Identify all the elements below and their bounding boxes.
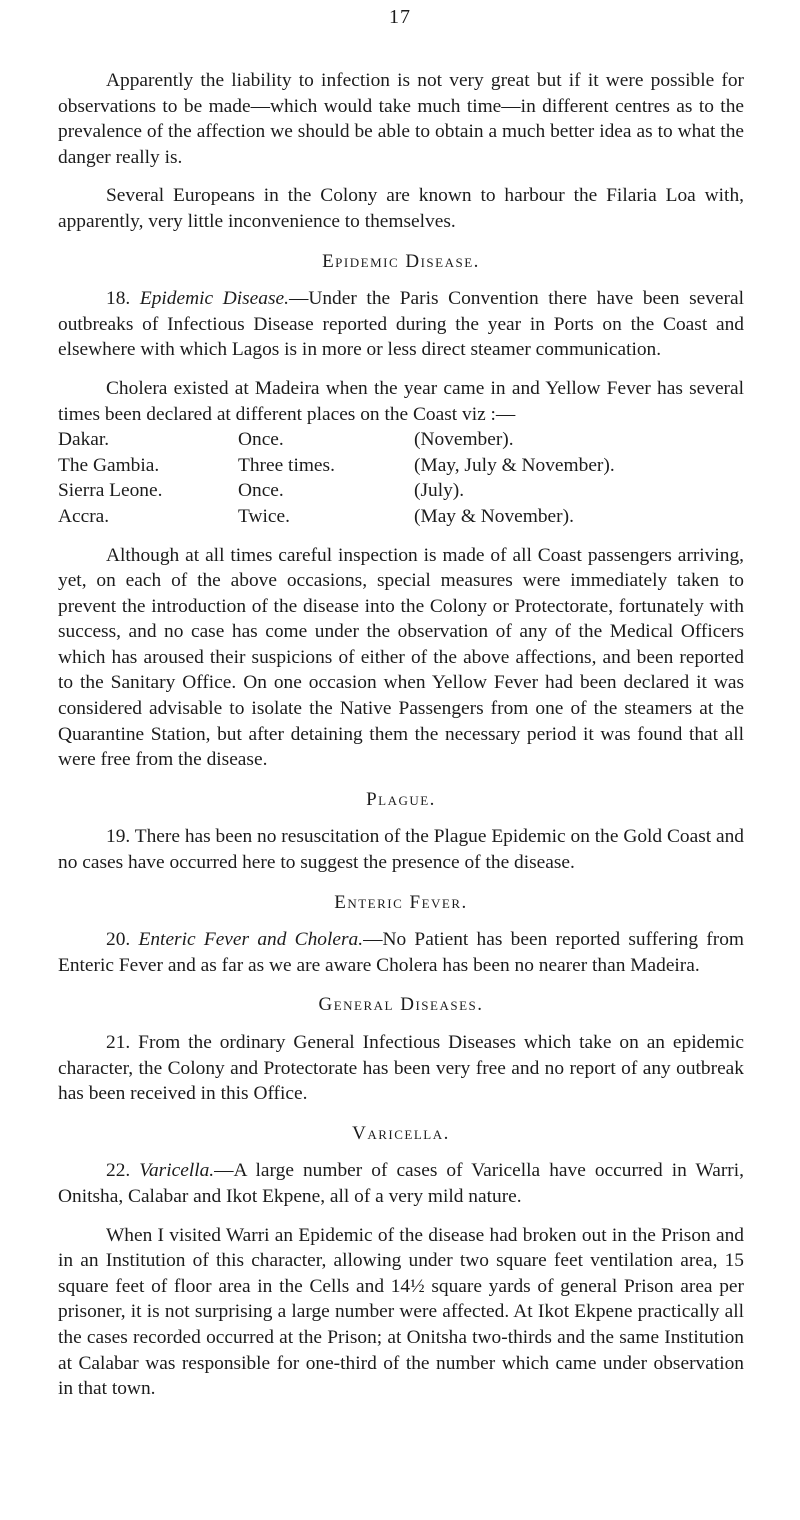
table-row	[58, 478, 744, 504]
section-number: 20.	[106, 929, 131, 951]
paragraph-liability: Apparently the liability to infection is not very great but if it were possible for observations to be made—which would take much time—in different centres as to the prevalence of the affection we should be able to obtain a much better idea as to what the danger really is.	[58, 70, 744, 168]
place-cell: The Gambia.	[58, 454, 160, 476]
paragraph-warri: When I visited Warri an Epidemic of the disease had broken out in the Prison and in an Institution of this character, allowing under two square feet ventilation area, 15 square feet of floor area in the Cells and 14½ square yards of general Prison area per prisoner, it is not surprising a large number were affected. At Ikot Ekpene practically all the cases recorded occurred at the Prison; at Onitsha two-thirds and the same Institution at Calabar was responsible for one-third of the number which came under observation in that town.	[58, 1224, 744, 1400]
paragraph-inspection: Although at all times careful inspection is made of all Coast passengers arriving, yet, on each of the above occasions, special measures were immediately taken to prevent the introduction of the disease into the Colony or Protectorate, fortunately with success, and no case has come under the observation of any of the Medical Officers which has aroused their suspicions of either of the above affections, and been reported to the Sanitary Office. On one occasion when Yellow Fever had been declared it was considered advisable to isolate the Native Passengers from one of the steamers at the Quarantine Station, but after detaining them the necessary period it was found that all were free from the disease.	[58, 544, 744, 771]
when-cell: (May & November).	[414, 505, 574, 527]
heading-epidemic-disease: Epidemic Disease.	[322, 250, 480, 272]
place-cell: Dakar.	[58, 429, 110, 451]
paragraph-enteric-20	[58, 927, 744, 978]
times-cell: Once.	[238, 480, 284, 502]
table-row	[58, 427, 744, 453]
section-lead: Epidemic Disease.	[139, 288, 289, 310]
times-cell: Three times.	[238, 454, 335, 476]
section-text: —A large number of cases of Varicella have occurred in Warri, Onitsha, Calabar and Ikot Ekpene, all of a very mild nature.	[58, 1160, 744, 1207]
when-cell: (May, July & November).	[414, 454, 615, 476]
paragraph-general-21: 21. From the ordinary General Infectious Diseases which take on an epidemic character, the Colony and Protectorate has been very free and no report of any outbreak has been received in this Office.	[58, 1032, 744, 1105]
place-cell: Sierra Leone.	[58, 480, 163, 502]
table-row	[58, 504, 744, 530]
section-number: 22.	[106, 1160, 131, 1182]
heading-varicella: Varicella.	[352, 1122, 450, 1144]
place-cell: Accra.	[58, 505, 110, 527]
paragraph-varicella-22	[58, 1158, 744, 1209]
paragraph-epidemic-18	[58, 286, 744, 363]
heading-plague: Plague.	[366, 788, 436, 810]
heading-enteric-fever: Enteric Fever.	[334, 891, 468, 913]
times-cell: Twice.	[238, 505, 290, 527]
section-text: —No Patient has been reported suffering from Enteric Fever and as far as we are aware Cholera has been no nearer than Madeira.	[58, 929, 744, 976]
heading-general-diseases: General Diseases.	[318, 994, 484, 1016]
paragraph-cholera: Cholera existed at Madeira when the year came in and Yellow Fever has several times been declared at different places on the Coast viz :—	[58, 377, 744, 425]
section-number: 18.	[106, 288, 131, 310]
document-body	[58, 68, 744, 1402]
table-row	[58, 453, 744, 479]
yellow-fever-table	[58, 427, 744, 529]
when-cell: (November).	[414, 429, 514, 451]
section-text: —Under the Paris Convention there have been several outbreaks of Infectious Disease reported during the year in Ports on the Coast and elsewhere with which Lagos is in more or less direct steamer communication.	[58, 288, 744, 361]
paragraph-plague-19: 19. There has been no resuscitation of the Plague Epidemic on the Gold Coast and no cases have occurred here to suggest the presence of the disease.	[58, 826, 744, 874]
section-lead: Varicella.	[139, 1160, 215, 1182]
section-lead: Enteric Fever and Cholera.	[138, 929, 364, 951]
paragraph-filaria: Several Europeans in the Colony are known to harbour the Filaria Loa with, apparently, very little inconvenience to themselves.	[58, 185, 744, 232]
times-cell: Once.	[238, 429, 284, 451]
when-cell: (July).	[414, 480, 465, 502]
page-number: 17	[389, 6, 411, 28]
